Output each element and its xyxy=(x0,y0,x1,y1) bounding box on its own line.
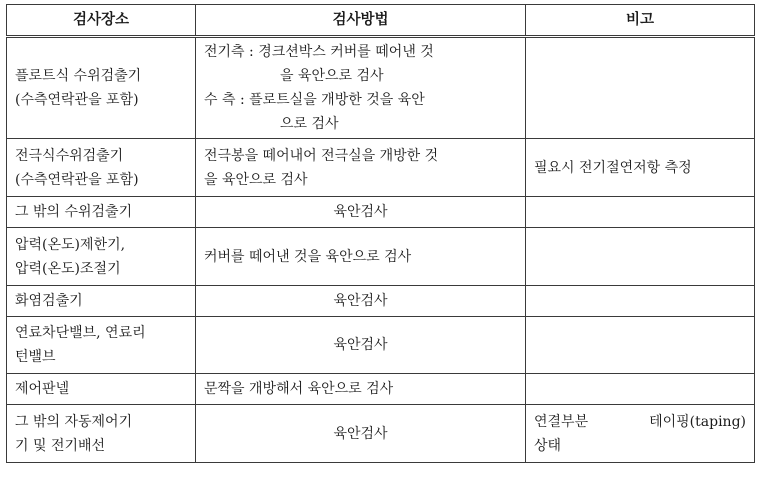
method-line: 을 육안으로 검사 xyxy=(280,68,384,84)
location-cell xyxy=(7,405,196,463)
location-line: (수측연락관을 포함) xyxy=(15,171,139,188)
location-cell xyxy=(7,197,196,228)
remarks-cell xyxy=(526,37,755,139)
method-line: 전기측 : 경크션박스 커버를 떼어낸 것 xyxy=(204,44,434,60)
inspection-table xyxy=(6,4,755,463)
header-location: 검사장소 xyxy=(7,5,196,37)
table-row xyxy=(7,405,755,463)
table-row xyxy=(7,197,755,228)
location-cell xyxy=(7,286,196,317)
method-line: 으로 검사 xyxy=(280,116,339,132)
remarks-cell xyxy=(526,317,755,374)
remarks-part: 연결부분 xyxy=(534,413,589,430)
table-row xyxy=(7,374,755,405)
header-remarks: 비고 xyxy=(526,5,755,37)
location-cell xyxy=(7,139,196,197)
method-cell xyxy=(196,139,526,197)
remarks-part: 테이핑(taping) xyxy=(649,413,746,430)
location-line: 연료차단밸브, 연료리 xyxy=(15,325,146,341)
method-cell xyxy=(196,228,526,286)
location-cell xyxy=(7,37,196,139)
method-cell xyxy=(196,374,526,405)
remarks-cell xyxy=(526,374,755,405)
method-cell: 육안검사 xyxy=(196,317,526,374)
location-line: 전극식수위검출기 xyxy=(15,147,124,164)
header-row xyxy=(7,5,755,37)
location-line: 압력(온도)제한기, xyxy=(15,236,126,253)
header-method: 검사방법 xyxy=(196,5,526,37)
location-line: 턴밸브 xyxy=(15,349,56,365)
location-cell xyxy=(7,228,196,286)
remarks-cell xyxy=(526,405,755,463)
table-row xyxy=(7,139,755,197)
method-line: 전극봉을 떼어내어 전극실을 개방한 것 xyxy=(204,147,439,164)
location-line: (수측연락관을 포함) xyxy=(15,92,139,108)
table-row xyxy=(7,37,755,139)
method-line: 커버를 떼어낸 것을 육안으로 검사 xyxy=(204,248,412,265)
location-line: 플로트식 수위검출기 xyxy=(15,68,142,84)
method-cell: 육안검사 xyxy=(196,405,526,463)
location-line: 그 밖의 자동제어기 xyxy=(15,413,133,430)
method-cell: 육안검사 xyxy=(196,286,526,317)
location-cell xyxy=(7,374,196,405)
location-line: 화염검출기 xyxy=(15,293,83,309)
method-cell: 육안검사 xyxy=(196,197,526,228)
method-cell xyxy=(196,37,526,139)
remarks-cell xyxy=(526,197,755,228)
remarks-cell xyxy=(526,286,755,317)
table-row xyxy=(7,228,755,286)
remarks-line xyxy=(534,410,746,434)
method-line: 문짝을 개방해서 육안으로 검사 xyxy=(204,381,394,397)
location-cell xyxy=(7,317,196,374)
table-row xyxy=(7,317,755,374)
location-line: 기 및 전기배선 xyxy=(15,437,106,454)
method-line: 수 측 : 플로트실을 개방한 것을 육안 xyxy=(204,92,425,108)
location-line: 그 밖의 수위검출기 xyxy=(15,204,133,220)
table-row xyxy=(7,286,755,317)
remarks-part: 상태 xyxy=(534,437,562,454)
remarks-cell: 필요시 전기절연저항 측정 xyxy=(526,139,755,197)
location-line: 압력(온도)조절기 xyxy=(15,260,121,277)
remarks-cell xyxy=(526,228,755,286)
location-line: 제어판넬 xyxy=(15,381,70,397)
method-line: 을 육안으로 검사 xyxy=(204,171,308,188)
